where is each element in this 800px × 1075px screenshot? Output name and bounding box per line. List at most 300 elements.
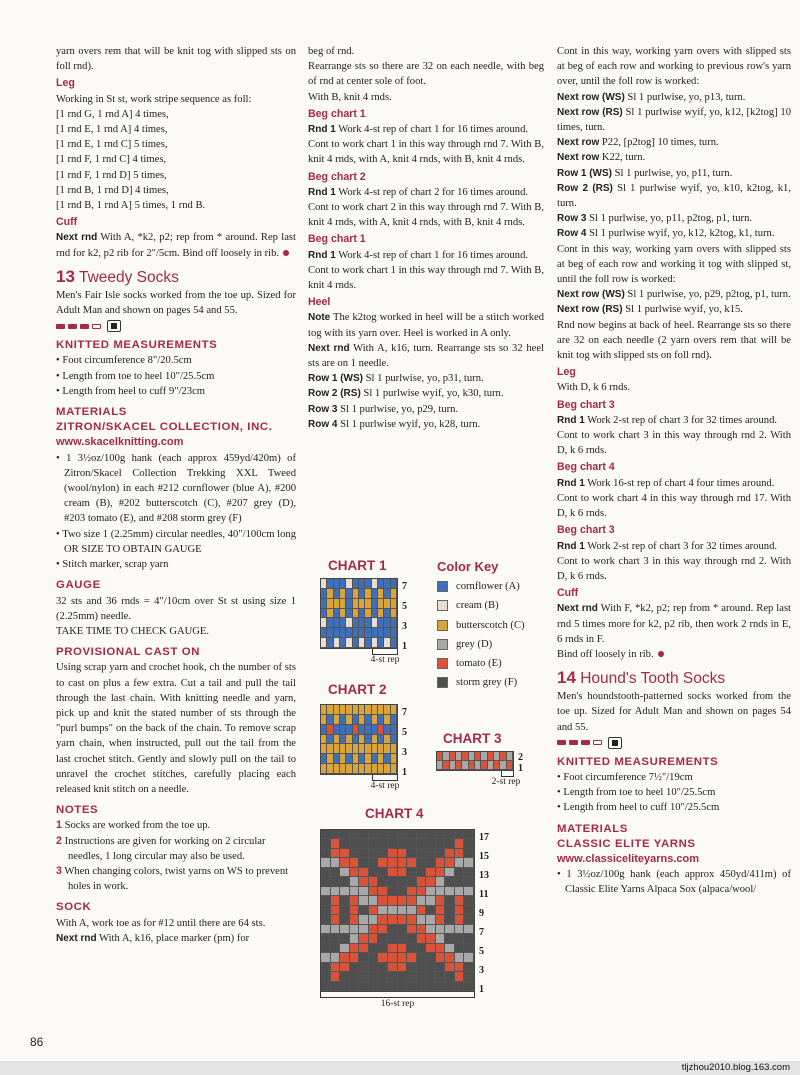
- pattern-title: 14 Hound's Tooth Socks: [557, 668, 726, 688]
- list-item: • Length from heel to cuff 10"/25.5cm: [557, 800, 791, 815]
- chart-cell: [369, 877, 379, 886]
- chart-cell: [369, 934, 379, 943]
- chart-cell: [407, 906, 417, 915]
- chart-cell: [445, 906, 455, 915]
- chart-cell: [391, 618, 397, 628]
- chart-cell: [350, 972, 360, 981]
- chart-cell: [331, 868, 341, 877]
- pattern-intro: Men's houndstooth-patterned socks worked from the toe up. Sized for Adult Man and shown on pages 54 and 55.: [557, 691, 791, 733]
- chart-3-grid: [436, 751, 514, 771]
- materials-heading: MATERIALS: [557, 822, 628, 835]
- chart-cell: [445, 944, 455, 953]
- chart-cell: [321, 830, 331, 839]
- chart-cell: [388, 934, 398, 943]
- rep-label: 2-st rep: [491, 777, 521, 787]
- chart-cell: [455, 858, 465, 867]
- sock-heading: SOCK: [56, 901, 92, 914]
- chart-cell: [321, 934, 331, 943]
- paragraph: Rnd 1 Work 4-st rep of chart 2 for 16 times around.: [308, 186, 529, 198]
- swatch-icon: [437, 677, 448, 688]
- chart-cell: [340, 830, 350, 839]
- chart-cell: [388, 849, 398, 858]
- chart-cell: [426, 963, 436, 972]
- chart-3-title: CHART 3: [443, 731, 502, 746]
- chart-cell: [417, 896, 427, 905]
- color-key: [437, 559, 557, 692]
- chart-cell: [436, 925, 446, 934]
- paragraph: Row 3 Sl 1 purlwise, yo, p11, p2tog, p1, turn.: [557, 213, 753, 225]
- chart-cell: [436, 887, 446, 896]
- chart-cell: [445, 963, 455, 972]
- chart-cell: [321, 887, 331, 896]
- list-item: 1 Socks are worked from the toe up.: [56, 819, 211, 832]
- chart-cell: [445, 887, 455, 896]
- paragraph: With B, knit 4 rnds.: [308, 91, 392, 103]
- paragraph: Row 4 Sl 1 purlwise wyif, yo, k28, turn.: [308, 418, 481, 430]
- chart-cell: [436, 858, 446, 867]
- paragraph: Rnd 1 Work 2-st rep of chart 3 for 32 times around.: [557, 540, 778, 552]
- chart-cell: [398, 963, 408, 972]
- row-label: 7: [402, 707, 407, 718]
- paragraph: Cont in this way, working yarn overs with slipped sts at beg of each row and working it tog with slipped st, until the foll row is worked:: [557, 243, 791, 286]
- chart-cell: [507, 761, 513, 770]
- chart-cell: [391, 599, 397, 609]
- chart-cell: [340, 915, 350, 924]
- chart-cell: [378, 906, 388, 915]
- materials-brand: ZITRON/SKACEL COLLECTION, INC.: [56, 421, 273, 434]
- knit-icon: [608, 737, 622, 749]
- chart-cell: [436, 972, 446, 981]
- chart-cell: [321, 953, 331, 962]
- chart-cell: [464, 858, 474, 867]
- chart-cell: [369, 887, 379, 896]
- chart-cell: [407, 963, 417, 972]
- paragraph: Next row (WS) Sl 1 purlwise, yo, p29, p2tog, p1, turn.: [557, 289, 791, 301]
- chart-cell: [331, 953, 341, 962]
- chart-cell: [350, 896, 360, 905]
- measurements-heading: KNITTED MEASUREMENTS: [557, 755, 719, 768]
- chart-cell: [350, 944, 360, 953]
- row-label: 3: [402, 747, 407, 758]
- chart-cell: [391, 754, 397, 764]
- chart-cell: [388, 839, 398, 848]
- chart-cell: [331, 972, 341, 981]
- chart-cell: [378, 953, 388, 962]
- chart-cell: [417, 982, 427, 991]
- paragraph: Rearrange sts so there are 32 on each needle, with beg of rnd at center sole of foot.: [308, 61, 544, 88]
- chart-cell: [350, 915, 360, 924]
- chart-cell: [378, 915, 388, 924]
- color-key-item: butterscotch (C): [437, 616, 557, 635]
- chart-cell: [331, 906, 341, 915]
- chart-cell: [369, 839, 379, 848]
- swatch-icon: [437, 639, 448, 650]
- chart-cell: [321, 839, 331, 848]
- cuff-heading: Cuff: [557, 587, 579, 600]
- chart-cell: [378, 839, 388, 848]
- chart-cell: [388, 982, 398, 991]
- chart-cell: [359, 830, 369, 839]
- list-item: • Length from toe to heel 10"/25.5cm: [56, 369, 296, 384]
- chart-cell: [378, 896, 388, 905]
- chart-cell: [398, 877, 408, 886]
- beg-chart-heading: Beg chart 1: [308, 233, 366, 246]
- list-item: • 1 3½oz/100g hank (each approx 450yd/411m) of Classic Elite Yarns Alpaca Sox (alpaca/wool/: [557, 867, 791, 897]
- chart-cell: [369, 858, 379, 867]
- leg-line: Working in St st, work stripe sequence as foll:: [56, 93, 252, 105]
- chart-cell: [464, 906, 474, 915]
- chart-cell: [331, 849, 341, 858]
- gauge-check: TAKE TIME TO CHECK GAUGE.: [56, 625, 210, 637]
- chart-4-title: CHART 4: [365, 806, 424, 821]
- chart-cell: [340, 896, 350, 905]
- chart-cell: [391, 744, 397, 754]
- chart-cell: [426, 944, 436, 953]
- paragraph: Next row (RS) Sl 1 purlwise wyif, yo, k15.: [557, 304, 743, 316]
- chart-cell: [331, 877, 341, 886]
- chart-cell: [331, 925, 341, 934]
- chart-cell: [445, 934, 455, 943]
- chart-cell: [340, 953, 350, 962]
- column-1: [56, 44, 296, 946]
- chart-cell: [398, 925, 408, 934]
- rep-label: 4-st rep: [370, 781, 400, 791]
- leg-line: [1 rnd G, 1 rnd A] 4 times,: [56, 108, 169, 120]
- chart-cell: [359, 896, 369, 905]
- row-label: 3: [402, 621, 407, 632]
- chart-cell: [417, 934, 427, 943]
- chart-cell: [417, 887, 427, 896]
- chart-cell: [398, 972, 408, 981]
- list-item: 2 Instructions are given for working on 2 circular needles, 1 long circular may also be used.: [56, 834, 266, 862]
- heel-heading: Heel: [308, 296, 331, 309]
- chart-cell: [445, 868, 455, 877]
- row-label: 17: [479, 832, 489, 843]
- chart-cell: [388, 925, 398, 934]
- column-2: [308, 44, 544, 432]
- chart-cell: [398, 896, 408, 905]
- chart-cell: [407, 887, 417, 896]
- chart-cell: [407, 896, 417, 905]
- paragraph: Cont to work chart 3 in this way through rnd 2. With D, k 6 rnds.: [557, 555, 791, 582]
- color-key-item: storm grey (F): [437, 673, 557, 692]
- provisional-heading: PROVISIONAL CAST ON: [56, 646, 201, 659]
- swatch-icon: [437, 620, 448, 631]
- paragraph: Row 1 (WS) Sl 1 purlwise, yo, p31, turn.: [308, 373, 484, 385]
- chart-cell: [426, 925, 436, 934]
- color-key-title: Color Key: [437, 559, 499, 574]
- chart-cell: [391, 628, 397, 638]
- beg-chart-heading: Beg chart 3: [557, 524, 615, 537]
- chart-cell: [436, 839, 446, 848]
- paragraph: Rnd 1 Work 2-st rep of chart 3 for 32 times around.: [557, 414, 778, 426]
- skill-level: [557, 737, 791, 749]
- chart-cell: [445, 858, 455, 867]
- sock-text: With A, work toe as for #12 until there are 64 sts.: [56, 917, 266, 929]
- chart-cell: [331, 982, 341, 991]
- chart-cell: [388, 868, 398, 877]
- chart-cell: [455, 849, 465, 858]
- chart-cell: [391, 589, 397, 599]
- row-label: 15: [479, 851, 489, 862]
- chart-cell: [407, 849, 417, 858]
- color-key-item: cream (B): [437, 596, 557, 615]
- chart-cell: [464, 953, 474, 962]
- notes-heading: NOTES: [56, 804, 99, 817]
- row-label: 1: [518, 763, 523, 774]
- chart-cell: [417, 858, 427, 867]
- chart-cell: [455, 982, 465, 991]
- chart-cell: [340, 925, 350, 934]
- chart-cell: [455, 830, 465, 839]
- color-key-item: cornflower (A): [437, 577, 557, 596]
- chart-cell: [378, 858, 388, 867]
- leg-line: [1 rnd F, 1 rnd D] 5 times,: [56, 169, 167, 181]
- chart-cell: [350, 868, 360, 877]
- chart-cell: [331, 839, 341, 848]
- chart-cell: [464, 830, 474, 839]
- chart-cell: [359, 953, 369, 962]
- chart-cell: [340, 868, 350, 877]
- chart-cell: [507, 752, 513, 761]
- chart-cell: [340, 839, 350, 848]
- list-item: • Length from toe to heel 10"/25.5cm: [557, 785, 791, 800]
- chart-cell: [426, 877, 436, 886]
- chart-cell: [436, 868, 446, 877]
- chart-cell: [350, 877, 360, 886]
- cuff-heading: Cuff: [56, 216, 78, 229]
- end-dot-icon: [658, 651, 664, 657]
- chart-cell: [350, 830, 360, 839]
- chart-cell: [350, 934, 360, 943]
- row-label: 13: [479, 870, 489, 881]
- chart-cell: [359, 839, 369, 848]
- chart-cell: [331, 915, 341, 924]
- chart-cell: [445, 982, 455, 991]
- chart-cell: [378, 982, 388, 991]
- paragraph: Bind off loosely in rib.: [557, 647, 791, 662]
- chart-cell: [455, 896, 465, 905]
- chart-cell: [340, 906, 350, 915]
- chart-cell: [464, 915, 474, 924]
- chart-cell: [417, 906, 427, 915]
- row-label: 11: [479, 889, 489, 900]
- chart-cell: [369, 849, 379, 858]
- chart-cell: [445, 877, 455, 886]
- row-label: 5: [402, 601, 407, 612]
- chart-cell: [359, 915, 369, 924]
- materials-heading: MATERIALS: [56, 406, 127, 419]
- chart-cell: [321, 849, 331, 858]
- chart-cell: [350, 906, 360, 915]
- chart-cell: [417, 915, 427, 924]
- chart-cell: [388, 953, 398, 962]
- chart-cell: [350, 858, 360, 867]
- chart-cell: [359, 858, 369, 867]
- chart-cell: [321, 868, 331, 877]
- beg-chart-heading: Beg chart 2: [308, 170, 366, 183]
- chart-cell: [359, 925, 369, 934]
- chart-cell: [359, 972, 369, 981]
- chart-cell: [455, 868, 465, 877]
- chart-cell: [378, 944, 388, 953]
- chart-cell: [398, 830, 408, 839]
- chart-cell: [464, 963, 474, 972]
- chart-cell: [407, 972, 417, 981]
- materials-url[interactable]: www.skacelknitting.com: [56, 436, 184, 449]
- chart-cell: [378, 849, 388, 858]
- chart-cell: [369, 868, 379, 877]
- chart-cell: [350, 925, 360, 934]
- chart-2-title: CHART 2: [328, 682, 387, 697]
- paragraph: Row 2 (RS) Sl 1 purlwise wyif, yo, k30, turn.: [308, 388, 504, 400]
- chart-cell: [388, 887, 398, 896]
- chart-cell: [369, 944, 379, 953]
- list-item: • Stitch marker, scrap yarn: [56, 557, 296, 572]
- row-label: 7: [402, 581, 407, 592]
- chart-cell: [417, 849, 427, 858]
- skill-level: [56, 320, 296, 332]
- chart-cell: [455, 963, 465, 972]
- paragraph: beg of rnd.: [308, 46, 355, 57]
- chart-cell: [455, 953, 465, 962]
- chart-cell: [359, 963, 369, 972]
- paragraph: Next row (WS) Sl 1 purlwise, yo, p13, turn.: [557, 91, 746, 103]
- chart-cell: [369, 963, 379, 972]
- chart-cell: [455, 934, 465, 943]
- leg-lines: [56, 92, 296, 214]
- chart-cell: [359, 934, 369, 943]
- chart-cell: [321, 896, 331, 905]
- chart-cell: [417, 877, 427, 886]
- chart-cell: [369, 896, 379, 905]
- chart-cell: [445, 849, 455, 858]
- paragraph: Rnd now begins at back of heel. Rearrange sts so there are 32 on each needle (2 yarn overs rem that will be knit tog with slipped sts on foll rnd).: [557, 319, 791, 362]
- chart-cell: [464, 944, 474, 953]
- chart-1-title: CHART 1: [328, 558, 387, 573]
- chart-cell: [331, 944, 341, 953]
- chart-cell: [426, 915, 436, 924]
- chart-cell: [378, 877, 388, 886]
- chart-cell: [464, 972, 474, 981]
- sock-next-rnd: Next rnd With A, k16, place marker (pm) for: [56, 932, 250, 944]
- chart-cell: [398, 839, 408, 848]
- chart-cell: [426, 906, 436, 915]
- paragraph: Rnd 1 Work 16-st rep of chart 4 four times around.: [557, 477, 775, 489]
- row-label: 9: [479, 908, 484, 919]
- chart-cell: [331, 896, 341, 905]
- chart-cell: [388, 830, 398, 839]
- paragraph: With D, k 6 rnds.: [557, 382, 631, 394]
- chart-cell: [398, 944, 408, 953]
- chart-cell: [321, 963, 331, 972]
- chart-cell: [417, 953, 427, 962]
- chart-cell: [359, 944, 369, 953]
- chart-cell: [398, 982, 408, 991]
- chart-cell: [455, 839, 465, 848]
- chart-cell: [340, 858, 350, 867]
- chart-cell: [331, 858, 341, 867]
- paragraph: Row 1 (WS) Sl 1 purlwise, yo, p11, turn.: [557, 167, 733, 179]
- measurements-heading: KNITTED MEASUREMENTS: [56, 339, 218, 352]
- gauge-heading: GAUGE: [56, 579, 101, 592]
- measurements-list: [56, 353, 296, 399]
- chart-cell: [436, 953, 446, 962]
- row-label: 5: [479, 946, 484, 957]
- chart-cell: [464, 877, 474, 886]
- chart-cell: [388, 915, 398, 924]
- measurements-list: [557, 770, 791, 816]
- chart-cell: [426, 972, 436, 981]
- chart-cell: [391, 609, 397, 619]
- chart-cell: [436, 934, 446, 943]
- row-label: 1: [479, 984, 484, 995]
- beg-chart-heading: Beg chart 1: [308, 107, 366, 120]
- chart-cell: [464, 839, 474, 848]
- leg-heading: Leg: [557, 366, 576, 379]
- chart-cell: [426, 953, 436, 962]
- chart-1-grid: [320, 578, 398, 649]
- materials-url[interactable]: www.classiceliteyarns.com: [557, 852, 700, 865]
- paragraph: Row 3 Sl 1 purlwise, yo, p29, turn.: [308, 403, 459, 415]
- chart-cell: [350, 963, 360, 972]
- chart-cell: [378, 887, 388, 896]
- chart-cell: [321, 982, 331, 991]
- chart-cell: [391, 579, 397, 589]
- chart-cell: [388, 877, 398, 886]
- chart-cell: [340, 877, 350, 886]
- chart-cell: [436, 982, 446, 991]
- paragraph: Next rnd With F, *k2, p2; rep from * around. Rep last rnd 5 times more for k2, p2 rib, then work 2 rnds in E, 6 rnds in F.: [557, 603, 792, 645]
- chart-cell: [388, 896, 398, 905]
- chart-cell: [436, 849, 446, 858]
- chart-cell: [445, 896, 455, 905]
- chart-cell: [398, 953, 408, 962]
- chart-cell: [359, 868, 369, 877]
- chart-4-grid: [320, 829, 475, 992]
- paragraph: Cont in this way, working yarn overs with slipped sts at beg of each row and working to previous row's yarn over, until the foll row is worked:: [557, 46, 791, 88]
- beg-chart-heading: Beg chart 4: [557, 461, 615, 474]
- chart-cell: [407, 944, 417, 953]
- chart-cell: [407, 915, 417, 924]
- cuff-text: Next rnd With A, *k2, p2; rep from * around. Rep last rnd for k2, p2 rib for 2"/5cm. Bind off loosely in rib.: [56, 232, 296, 259]
- swatch-icon: [437, 600, 448, 611]
- chart-cell: [464, 868, 474, 877]
- chart-cell: [340, 972, 350, 981]
- paragraph: Next rnd With A, k16, turn. Rearrange sts so 32 heel sts are on 1 needle.: [308, 342, 544, 370]
- chart-cell: [321, 925, 331, 934]
- chart-cell: [455, 915, 465, 924]
- chart-cell: [426, 839, 436, 848]
- chart-cell: [359, 877, 369, 886]
- chart-cell: [391, 638, 397, 648]
- chart-cell: [388, 963, 398, 972]
- chart-cell: [407, 982, 417, 991]
- chart-cell: [391, 764, 397, 774]
- chart-cell: [391, 725, 397, 735]
- chart-cell: [369, 972, 379, 981]
- chart-cell: [340, 944, 350, 953]
- row-label: 1: [402, 767, 407, 778]
- chart-cell: [321, 944, 331, 953]
- chart-cell: [464, 896, 474, 905]
- chart-cell: [391, 735, 397, 745]
- notes-list: [56, 818, 296, 894]
- paragraph: Row 4 Sl 1 purlwise wyif, yo, k12, k2tog, k1, turn.: [557, 228, 775, 240]
- leg-line: [1 rnd B, 1 rnd A] 5 times, 1 rnd B.: [56, 200, 206, 212]
- chart-cell: [321, 915, 331, 924]
- chart-cell: [464, 982, 474, 991]
